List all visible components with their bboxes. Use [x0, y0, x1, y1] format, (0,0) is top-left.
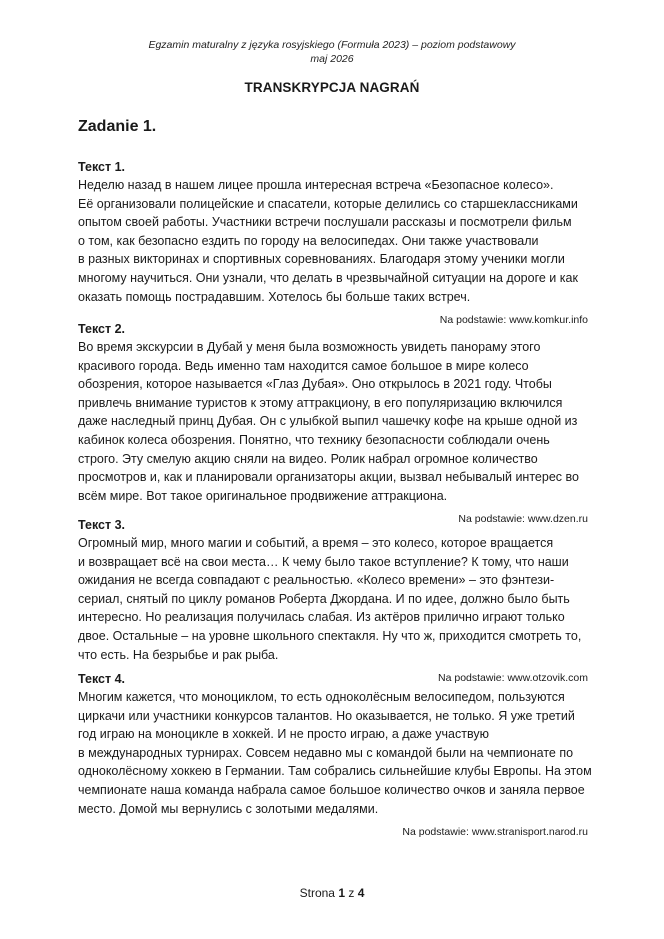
text-body — [78, 338, 588, 505]
text-line: и возвращает всё на свои места… К чему было такое вступление? К тому, что наши — [78, 554, 569, 569]
source-note: Na podstawie: www.dzen.ru — [458, 513, 588, 526]
text-section-2 — [78, 320, 588, 526]
text-line: оказать помощь пострадавшим. Хотелось бы больше таких встреч. — [78, 289, 471, 304]
page-footer — [0, 886, 664, 900]
text-line: о том, как безопасно ездить по городу на велосипедах. Они также участвовали — [78, 233, 539, 248]
text-body — [78, 688, 592, 818]
text-line: просмотров и, как и планировали организаторы акции, вызвал небывалый интерес во — [78, 470, 579, 485]
text-heading: Текст 4. — [78, 672, 126, 686]
text-line: Огромный мир, много магии и событий, а время – это колесо, которое вращается — [78, 536, 554, 550]
text-body — [78, 534, 588, 664]
text-line: ожидания не всегда совпадают с реальностью. «Колесо времени» – это фэнтези- — [78, 573, 555, 588]
text-heading: Текст 1. — [78, 160, 126, 174]
text-line: что есть. На безрыбье и рак рыба. — [78, 647, 279, 662]
text-line: многому научиться. Они узнали, что делать в чрезвычайной ситуации на дороге и как — [78, 270, 578, 285]
text-line: год играю на моноцикле в хоккей. И не просто играю, а даже участвую — [78, 727, 489, 742]
text-heading: Текст 3. — [78, 518, 126, 532]
text-line: строго. Эту смелую акцию сняли на видео. Ролик набрал огромное количество — [78, 451, 538, 466]
exam-header-line-1: Egzamin maturalny z języka rosyjskiego (Formuła 2023) – poziom podstawowy — [148, 39, 516, 51]
text-line: чемпионате наша команда набрала самое большое количество очков и заняла первое — [78, 782, 585, 797]
text-line: Её организовали полицейские и спасатели, которые делились со старшеклассниками — [78, 196, 578, 211]
text-line: Неделю назад в нашем лицее прошла интересная встреча «Безопасное колесо». — [78, 178, 554, 192]
source-note: Na podstawie: www.stranisport.narod.ru — [402, 826, 588, 839]
text-line: место. Домой мы вернулись с золотыми медалями. — [78, 801, 379, 816]
text-line: двое. Остальные – на уровне школьного спектакля. Ну что ж, приходится смотреть то, — [78, 628, 582, 643]
footer-separator: z — [348, 886, 355, 900]
footer-prefix: Strona — [299, 886, 335, 900]
text-section-4 — [78, 670, 592, 839]
text-line: обозрения, которое называется «Глаз Дубая». Оно открылось в 2021 году. Чтобы — [78, 377, 552, 392]
text-line: одноколёсному хоккею в Германии. Там собрались сильнейшие клубы Европы. На этом — [78, 764, 592, 779]
text-line: привлечь внимание туристов к этому аттракциону, в его популяризацию включился — [78, 395, 563, 410]
text-heading: Текст 2. — [78, 322, 126, 336]
task-title: Zadanie 1. — [78, 118, 157, 135]
text-section-3 — [78, 516, 588, 685]
footer-page-number: 1 — [338, 886, 345, 900]
text-line: циркачи или участники конкурсов талантов. Но оказывается, не только. Я уже третий — [78, 708, 575, 723]
document-title: TRANSKRYPCJA NAGRAŃ — [244, 80, 420, 95]
text-line: в международных турнирах. Совсем недавно мы с командой были на чемпионате по — [78, 745, 574, 760]
text-line: сериал, снятый по циклу романов Роберта Джордана. И по идее, должно было быть — [78, 591, 570, 606]
source-note: Na podstawie: www.komkur.info — [439, 314, 588, 327]
source-note: Na podstawie: www.otzovik.com — [438, 672, 588, 685]
text-line: интересно. Но реализация получилась слабая. Из актёров прилично играют только — [78, 610, 565, 625]
text-line: Во время экскурсии в Дубай у меня была возможность увидеть панораму этого — [78, 340, 541, 354]
footer-page-total: 4 — [357, 886, 365, 900]
text-line: в разных викторинах и спортивных соревнованиях. Благодаря этому ученики могли — [78, 252, 565, 267]
exam-header-line-2: maj 2026 — [310, 53, 354, 65]
text-line: красивого города. Ведь именно там находится самое большое в мире колесо — [78, 358, 529, 373]
exam-header — [0, 38, 664, 66]
text-line: всём мире. Вот такое оригинальное продвижение аттракциона. — [78, 488, 448, 503]
text-line: кабинок колеса обозрения. Понятно, что технику безопасности соблюдали очень — [78, 432, 550, 447]
text-line: Многим кажется, что моноциклом, то есть одноколёсным велосипедом, пользуются — [78, 690, 565, 704]
text-body — [78, 176, 588, 306]
text-line: опытом своей работы. Участники встречи послушали рассказы и посмотрели фильм — [78, 215, 572, 230]
text-line: даже наследный принц Дубая. Он с улыбкой выпил чашечку кофе на крыше одной из — [78, 414, 578, 429]
text-section-1 — [78, 158, 588, 327]
